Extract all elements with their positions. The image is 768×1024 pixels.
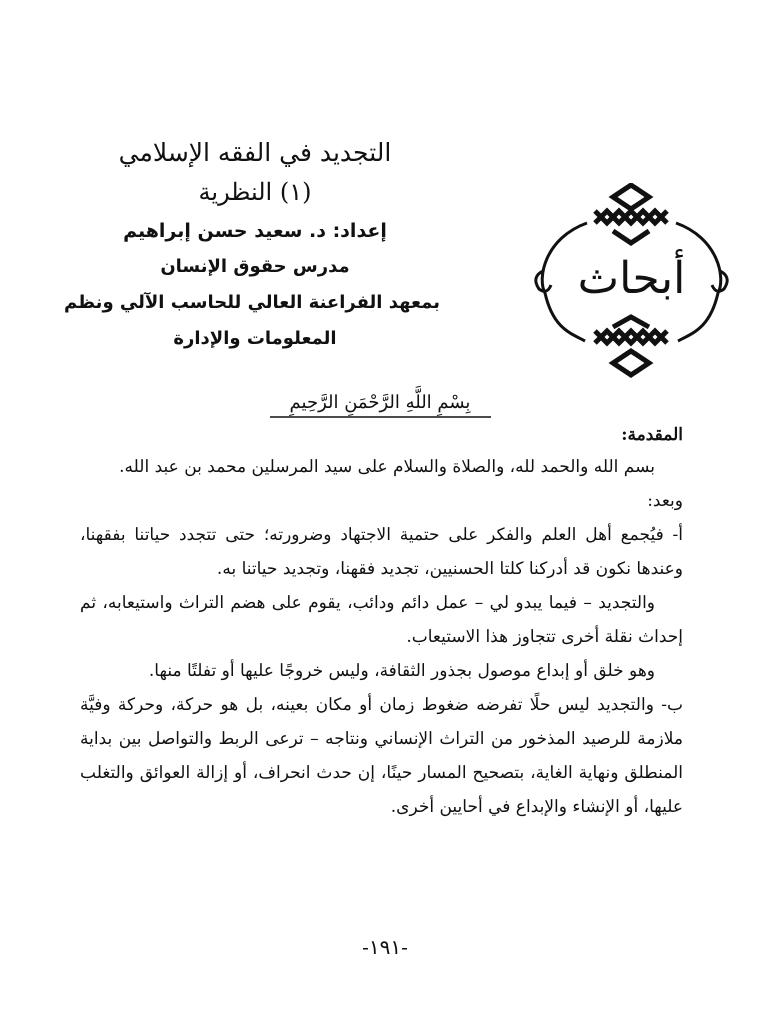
institute-line-1: بمعهد الفراعنة العالي للحاسب الآلي ونظم xyxy=(64,292,440,313)
article-subtitle: (١) النظرية xyxy=(198,178,312,206)
research-emblem xyxy=(525,183,738,378)
basmala-flourish-icon xyxy=(268,403,493,421)
paragraph-creation: وهو خلق أو إبداع موصول بجذور الثقافة، وليس خروجًا عليها أو تفلتًا منها. xyxy=(148,661,655,681)
intro-heading: المقدمة: xyxy=(621,425,683,445)
paragraph-a: أ- فيُجمع أهل العلم والفكر على حتمية الاجتهاد وضرورته؛ حتى تتجدد حياتنا بفقهنا، وعندها نكون قد أدركنا كلتا الحسنيين، تجديد فقهنا، وتجديد حياتنا به. xyxy=(80,525,683,579)
paragraph-after: وبعد: xyxy=(647,491,683,511)
page-number: -١٩١- xyxy=(362,935,408,959)
paragraph-renewal: والتجديد – فيما يبدو لي – عمل دائم ودائب، يقوم على هضم التراث واستيعابه، ثم إحداث نقلة أخرى تتجاوز هذا الاستيعاب. xyxy=(80,593,683,647)
title-block xyxy=(64,138,440,366)
author-line: إعداد: د. سعيد حسن إبراهيم xyxy=(123,220,387,242)
emblem-label: أبحاث xyxy=(577,253,686,304)
author-position: مدرس حقوق الإنسان xyxy=(160,256,350,277)
paragraph-opening: بسم الله والحمد لله، والصلاة والسلام على سيد المرسلين محمد بن عبد الله. xyxy=(119,457,655,477)
article-body xyxy=(80,420,683,824)
basmala: بِسْمِ اللَّهِ الرَّحْمَنِ الرَّحِيمِ xyxy=(289,392,471,413)
institute-line-2: المعلومات والإدارة xyxy=(173,328,337,349)
paragraph-b: ب- والتجديد ليس حلًا تفرضه ضغوط زمان أو مكان بعينه، بل هو حركة، وحركة وفيَّة ملازمة للرصيد المذخور من التراث الإنساني ونتاجه – ترعى الربط والتواصل بين بداية المنطلق ونهاية الغاية، بتصحيح المسار حينًا، إن حدث انحراف، أو إزالة العوائق والتغلب عليها، أو الإنشاء والإبداع في أحايين أخرى. xyxy=(80,695,683,817)
article-title: التجديد في الفقه الإسلامي xyxy=(118,138,392,167)
